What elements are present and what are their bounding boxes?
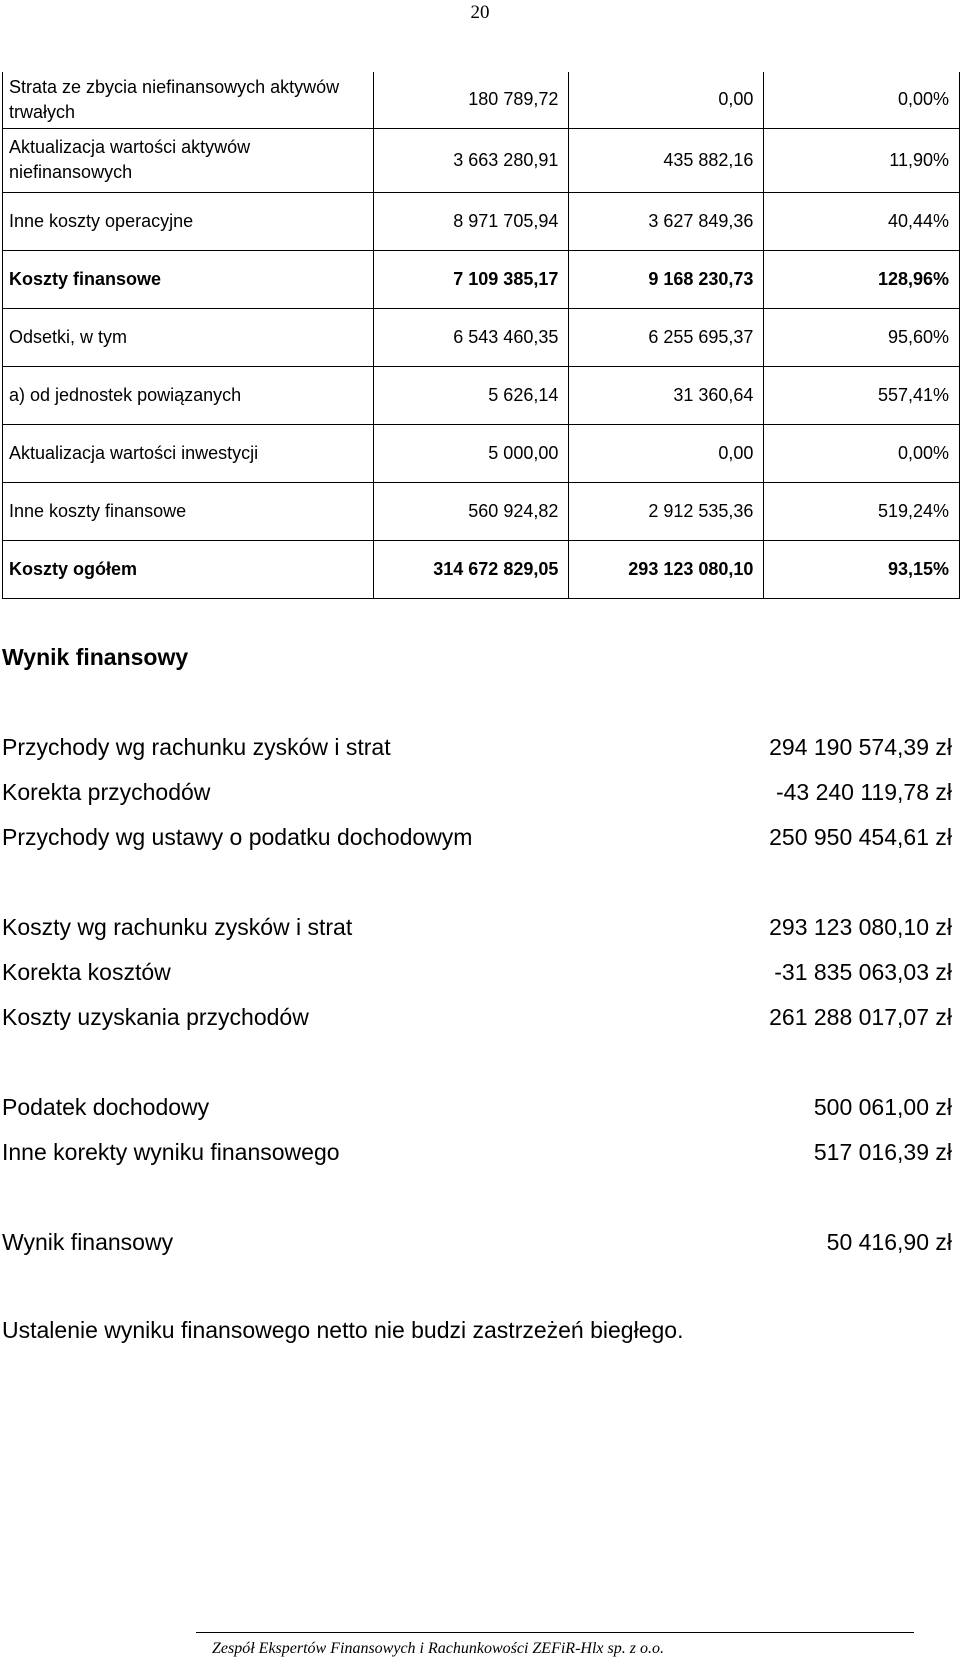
item-label: Przychody wg rachunku zysków i strat: [2, 734, 391, 760]
table-row: [3, 540, 960, 598]
list-item: [2, 1229, 952, 1274]
row-value-3: 128,96%: [764, 250, 960, 308]
item-label: Korekta przychodów: [2, 779, 211, 805]
row-label: Aktualizacja wartości aktywów niefinansowych: [3, 128, 374, 192]
table-row: [3, 72, 960, 128]
item-label: Korekta kosztów: [2, 959, 171, 985]
table-row: [3, 250, 960, 308]
row-value-3: 40,44%: [764, 192, 960, 250]
item-value: -43 240 119,78 zł: [775, 779, 952, 805]
list-item: [2, 1094, 952, 1139]
table-row: [3, 128, 960, 192]
table-row: [3, 482, 960, 540]
row-value-1: 3 663 280,91: [374, 128, 569, 192]
row-value-2: 293 123 080,10: [569, 540, 764, 598]
row-value-2: 9 168 230,73: [569, 250, 764, 308]
row-value-2: 6 255 695,37: [569, 308, 764, 366]
item-label: Inne korekty wyniku finansowego: [2, 1139, 340, 1165]
item-label: Podatek dochodowy: [2, 1094, 210, 1120]
list-item: [2, 1139, 952, 1184]
row-value-2: 31 360,64: [569, 366, 764, 424]
row-label: Inne koszty finansowe: [3, 482, 374, 540]
tax-block: [2, 1094, 952, 1184]
item-value: 500 061,00 zł: [813, 1094, 952, 1120]
table-row: [3, 366, 960, 424]
item-label: Przychody wg ustawy o podatku dochodowym: [2, 824, 473, 850]
table-row: [3, 424, 960, 482]
item-value: 250 950 454,61 zł: [769, 824, 952, 850]
row-value-3: 557,41%: [764, 366, 960, 424]
row-value-1: 8 971 705,94: [374, 192, 569, 250]
row-value-2: 0,00: [569, 72, 764, 128]
row-label: Aktualizacja wartości inwestycji: [3, 424, 374, 482]
row-value-2: 2 912 535,36: [569, 482, 764, 540]
item-value: 50 416,90 zł: [826, 1229, 952, 1255]
result-block: [2, 1229, 952, 1274]
list-item: [2, 1004, 952, 1049]
table-row: [3, 192, 960, 250]
row-label: Inne koszty operacyjne: [3, 192, 374, 250]
item-label: Koszty uzyskania przychodów: [2, 1004, 309, 1030]
table-row: [3, 308, 960, 366]
item-value: 294 190 574,39 zł: [769, 734, 952, 760]
costs-table: [2, 72, 960, 599]
row-value-1: 560 924,82: [374, 482, 569, 540]
row-value-3: 0,00%: [764, 72, 960, 128]
row-value-1: 314 672 829,05: [374, 540, 569, 598]
costs-block: [2, 914, 952, 1049]
item-label: Wynik finansowy: [2, 1229, 174, 1255]
row-label: Koszty ogółem: [3, 540, 374, 598]
footer-divider: [196, 1632, 914, 1633]
row-label: Strata ze zbycia niefinansowych aktywów trwałych: [3, 72, 374, 128]
row-value-1: 5 626,14: [374, 366, 569, 424]
row-label: Koszty finansowe: [3, 250, 374, 308]
item-value: 261 288 017,07 zł: [769, 1004, 952, 1030]
list-item: [2, 824, 952, 869]
closing-statement: Ustalenie wyniku finansowego netto nie budzi zastrzeżeń biegłego.: [2, 1317, 684, 1343]
row-value-1: 7 109 385,17: [374, 250, 569, 308]
row-value-2: 435 882,16: [569, 128, 764, 192]
item-value: -31 835 063,03 zł: [774, 959, 952, 985]
list-item: [2, 959, 952, 1004]
row-value-2: 0,00: [569, 424, 764, 482]
row-value-3: 93,15%: [764, 540, 960, 598]
section-title: Wynik finansowy: [2, 644, 189, 670]
row-label: a) od jednostek powiązanych: [3, 366, 374, 424]
item-value: 293 123 080,10 zł: [769, 914, 952, 940]
row-label: Odsetki, w tym: [3, 308, 374, 366]
row-value-2: 3 627 849,36: [569, 192, 764, 250]
row-value-3: 95,60%: [764, 308, 960, 366]
footer-text: Zespół Ekspertów Finansowych i Rachunkowości ZEFiR-Hlx sp. z o.o.: [212, 1640, 664, 1657]
list-item: [2, 779, 952, 824]
item-value: 517 016,39 zł: [813, 1139, 952, 1165]
row-value-1: 5 000,00: [374, 424, 569, 482]
list-item: [2, 914, 952, 959]
row-value-1: 180 789,72: [374, 72, 569, 128]
list-item: [2, 734, 952, 779]
revenue-block: [2, 734, 952, 869]
item-label: Koszty wg rachunku zysków i strat: [2, 914, 353, 940]
row-value-3: 11,90%: [764, 128, 960, 192]
row-value-3: 0,00%: [764, 424, 960, 482]
page-number: 20: [470, 2, 490, 23]
row-value-1: 6 543 460,35: [374, 308, 569, 366]
row-value-3: 519,24%: [764, 482, 960, 540]
